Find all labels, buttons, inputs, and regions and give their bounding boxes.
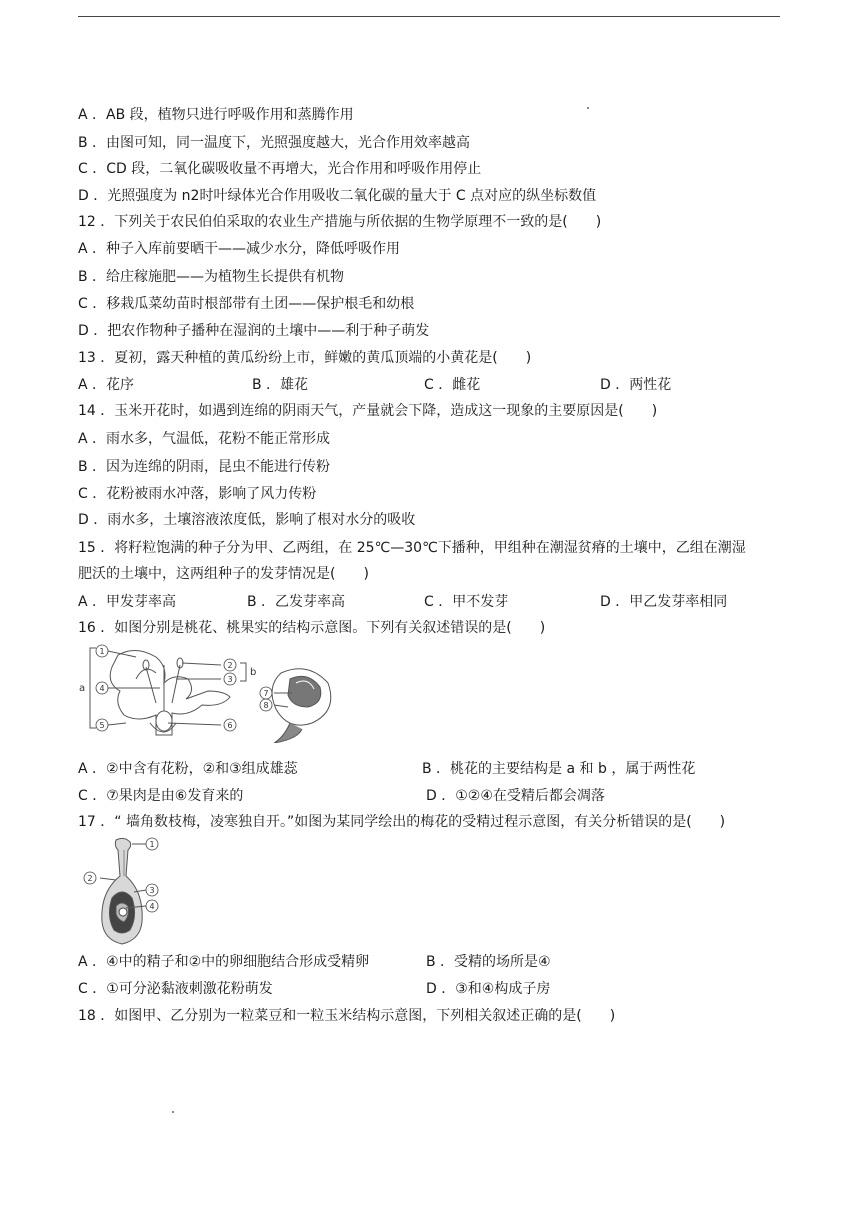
label-1: 1 xyxy=(149,840,155,849)
bracket-b xyxy=(240,663,246,681)
label-5: 5 xyxy=(99,721,105,730)
label-4: 4 xyxy=(149,902,155,911)
q12-stem: 12 ．下列关于农民伯伯采取的农业生产措施与所依据的生物学原理不一致的是( ) xyxy=(78,214,602,230)
label-1: 1 xyxy=(99,647,105,656)
q13-option-d: D ．两性花 xyxy=(600,377,672,393)
q18-stem: 18 ．如图甲、乙分别为一粒菜豆和一粒玉米结构示意图，下列相关叙述正确的是( ) xyxy=(78,1008,616,1024)
label-8: 8 xyxy=(263,701,269,710)
q13-stem: 13 ．夏初，露天种植的黄瓜纷纷上市，鲜嫩的黄瓜顶端的小黄花是( ) xyxy=(78,350,532,366)
label-4: 4 xyxy=(99,684,105,693)
q15-option-d: D ．甲乙发芽率相同 xyxy=(600,594,728,610)
q11-option-b: B ．由图可知，同一温度下，光照强度越大，光合作用效率越高 xyxy=(78,135,471,151)
label-7: 7 xyxy=(263,689,269,698)
q12-option-c: C ．移栽瓜菜幼苗时根部带有土团——保护根毛和幼根 xyxy=(78,296,415,312)
header-rule xyxy=(78,16,780,17)
peach-flower-fruit-figure xyxy=(76,643,340,743)
q14-option-a: A ．雨水多，气温低，花粉不能正常形成 xyxy=(78,431,331,447)
q12-option-d: D ．把农作物种子播种在湿润的土壤中——利于种子萌发 xyxy=(78,323,430,339)
scan-speck xyxy=(587,107,589,109)
q15-stem-line2: 肥沃的土壤中，这两组种子的发芽情况是( ) xyxy=(78,566,369,582)
plum-fertilization-figure xyxy=(76,836,166,948)
q13-option-c: C ．雌花 xyxy=(424,377,481,393)
label-3: 3 xyxy=(227,675,233,684)
q15-option-c: C ．甲不发芽 xyxy=(424,594,509,610)
q11-option-a: A ．AB 段，植物只进行呼吸作用和蒸腾作用 xyxy=(78,107,354,123)
q12-option-b: B ．给庄稼施肥——为植物生长提供有机物 xyxy=(78,269,345,285)
q17-option-c: C ．①可分泌黏液刺激花粉萌发 xyxy=(78,981,273,997)
q14-option-d: D ．雨水多，土壤溶液浓度低，影响了根对水分的吸收 xyxy=(78,512,416,528)
q14-stem: 14 ．玉米开花时，如遇到连绵的阴雨天气，产量就会下降，造成这一现象的主要原因是( ) xyxy=(78,403,658,419)
q12-option-a: A ．种子入库前要晒干——减少水分，降低呼吸作用 xyxy=(78,241,401,257)
q11-option-d: D ．光照强度为 n2时叶绿体光合作用吸收二氧化碳的量大于 C 点对应的纵坐标数值 xyxy=(78,188,597,204)
q15-option-a: A ．甲发芽率高 xyxy=(78,594,177,610)
q14-option-c: C ．花粉被雨水冲落，影响了风力传粉 xyxy=(78,486,317,502)
q17-option-a: A ．④中的精子和②中的卵细胞结合形成受精卵 xyxy=(78,954,370,970)
label-2: 2 xyxy=(227,661,233,670)
q13-option-a: A ．花序 xyxy=(78,377,135,393)
scan-speck xyxy=(172,1111,174,1113)
bracket-a xyxy=(90,648,96,728)
q16-stem: 16 ．如图分别是桃花、桃果实的结构示意图。下列有关叙述错误的是( ) xyxy=(78,620,546,636)
label-6: 6 xyxy=(227,721,233,730)
q16-option-d: D ．①②④在受精后都会凋落 xyxy=(426,788,605,804)
q17-option-d: D ．③和④构成子房 xyxy=(426,981,551,997)
label-3: 3 xyxy=(149,886,155,895)
q15-stem-line1: 15 ．将籽粒饱满的种子分为甲、乙两组，在 25℃—30℃下播种，甲组种在潮湿贫瘠的土壤中，乙组在潮湿 xyxy=(78,540,746,556)
label-2: 2 xyxy=(87,874,93,883)
label-b: b xyxy=(250,667,257,678)
q16-option-b: B ．桃花的主要结构是 a 和 b ，属于两性花 xyxy=(422,761,696,777)
q16-option-a: A ．②中含有花粉，②和③组成雄蕊 xyxy=(78,761,298,777)
q15-option-b: B ．乙发芽率高 xyxy=(247,594,346,610)
q16-option-c: C ．⑦果肉是由⑥发育来的 xyxy=(78,788,244,804)
q17-option-b: B ．受精的场所是④ xyxy=(426,954,551,970)
q17-stem: 17 ．“ 墙角数枝梅，凌寒独自开。”如图为某同学绘出的梅花的受精过程示意图，有关分析错误的是( ) xyxy=(78,814,726,830)
label-a: a xyxy=(79,683,86,694)
q11-option-c: C ．CD 段，二氧化碳吸收量不再增大，光合作用和呼吸作用停止 xyxy=(78,161,482,177)
q13-option-b: B ．雄花 xyxy=(252,377,309,393)
q14-option-b: B ．因为连绵的阴雨，昆虫不能进行传粉 xyxy=(78,459,331,475)
